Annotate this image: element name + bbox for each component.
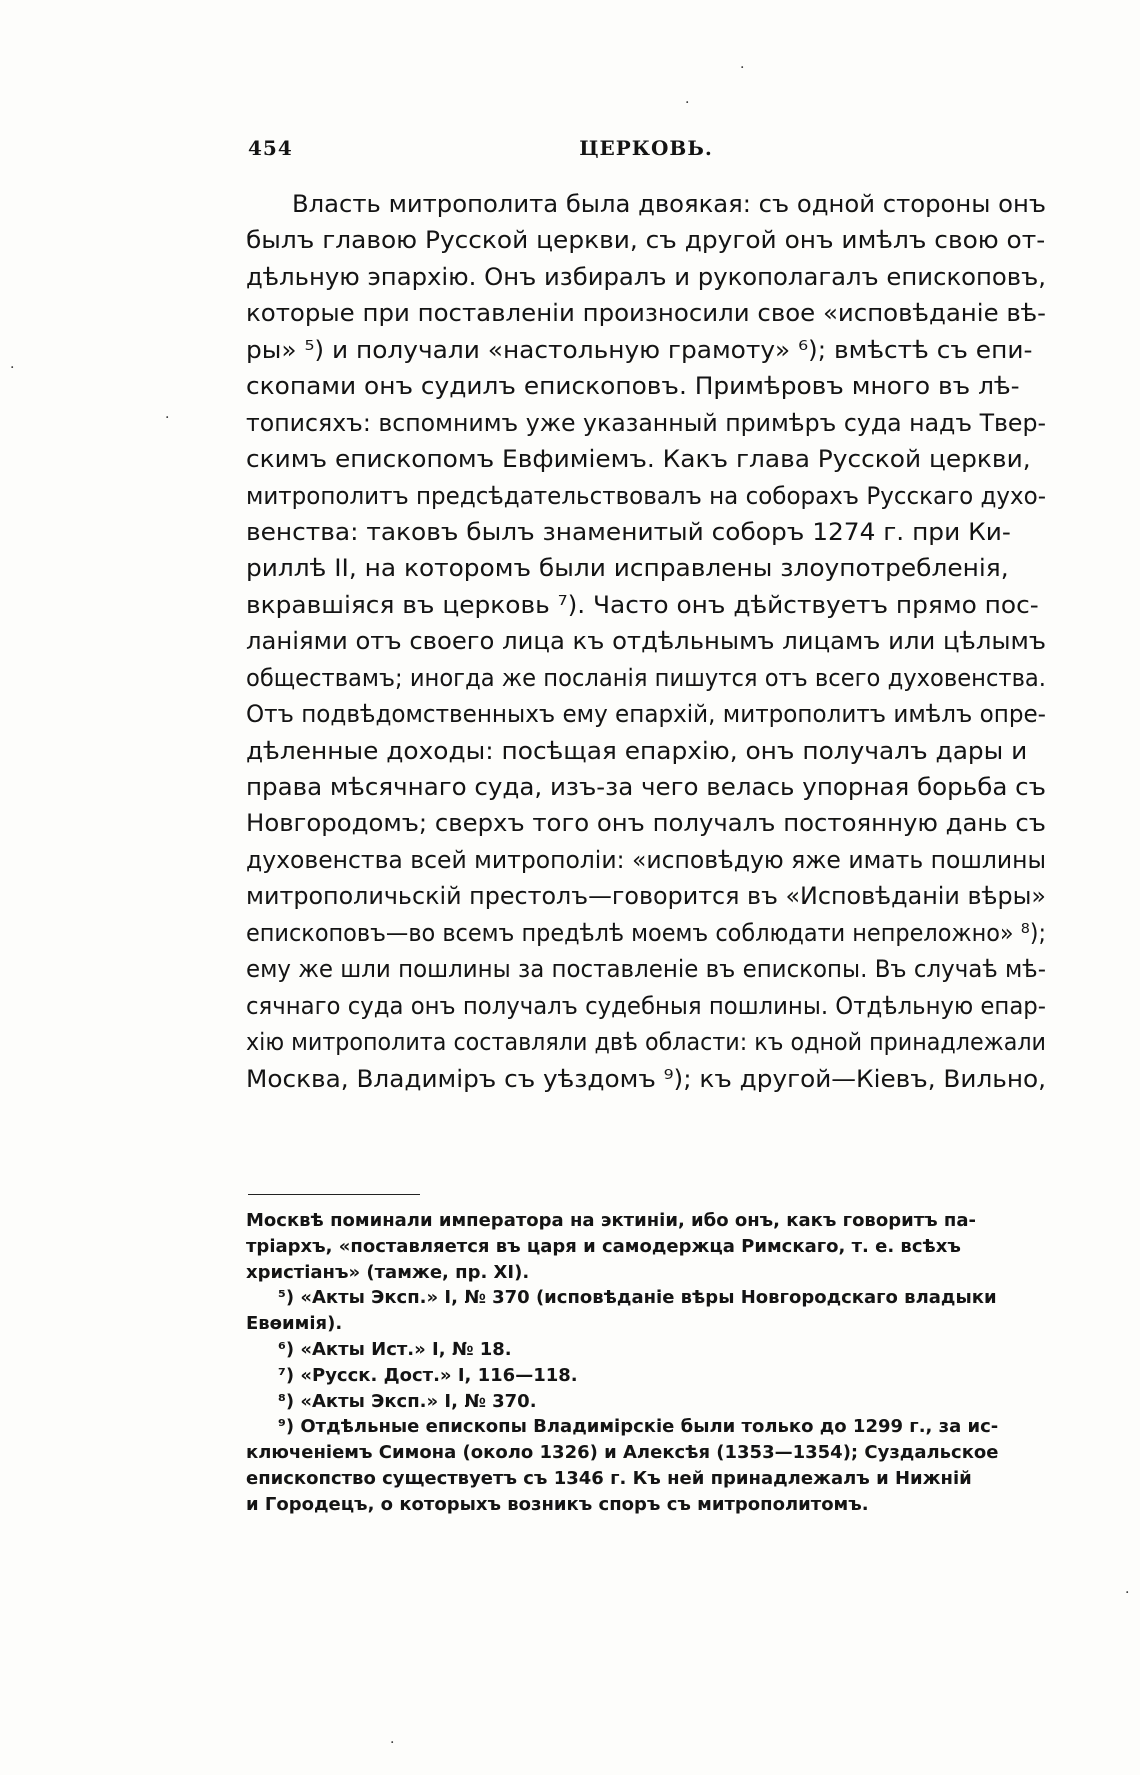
text-line: Отъ подвѣдомственныхъ ему епархій, митрополитъ имѣлъ опре- bbox=[246, 700, 1046, 729]
text-line: былъ главою Русской церкви, съ другой онъ имѣлъ свою от- bbox=[246, 226, 1046, 255]
text-line: риллѣ II, на которомъ были исправлены злоупотребленія, bbox=[246, 554, 1009, 583]
page-number: 454 bbox=[248, 136, 293, 160]
scan-speck: · bbox=[740, 60, 745, 76]
footnote-separator bbox=[248, 1194, 420, 1196]
text-line: права мѣсячнаго суда, изъ-за чего велась упорная борьба съ bbox=[246, 773, 1046, 801]
text-line: Новгородомъ; сверхъ того онъ получалъ постоянную дань съ bbox=[246, 809, 1046, 838]
text-line: которые при поставленіи произносили свое «исповѣданіе вѣ- bbox=[246, 299, 1046, 328]
scan-speck: · bbox=[685, 95, 690, 111]
text-line: Власть митрополита была двоякая: съ одной стороны онъ bbox=[292, 190, 1046, 218]
running-title: ЦЕРКОВЬ. bbox=[579, 136, 713, 160]
footnote-line: ⁶) «Акты Ист.» I, № 18. bbox=[278, 1338, 512, 1360]
text-line: скопами онъ судилъ епископовъ. Примѣровъ много въ лѣ- bbox=[246, 372, 1020, 401]
scan-speck: · bbox=[10, 360, 15, 376]
text-line: дѣльную эпархію. Онъ избиралъ и рукополагалъ епископовъ, bbox=[246, 262, 1046, 291]
text-line: вкравшіяся въ церковь ⁷). Часто онъ дѣйствуетъ прямо пос- bbox=[246, 590, 1039, 619]
text-line: Москва, Владиміръ съ уѣздомъ ⁹); къ другой—Кіевъ, Вильно, bbox=[246, 1064, 1046, 1093]
footnote-line: ⁹) Отдѣльные епископы Владимірскіе были только до 1299 г., за ис- bbox=[278, 1416, 999, 1438]
footnotes bbox=[246, 1208, 1046, 1518]
text-line: хію митрополита составляли двѣ области: къ одной принадлежали bbox=[246, 1028, 1046, 1057]
footnote-line: ключеніемъ Симона (около 1326) и Алексѣя (1353—1354); Суздальское bbox=[246, 1442, 999, 1464]
text-line: ланіями отъ своего лица къ отдѣльнымъ лицамъ или цѣлымъ bbox=[246, 627, 1046, 656]
footnote-line: Москвѣ поминали императора на эктиніи, ибо онъ, какъ говоритъ па- bbox=[246, 1210, 976, 1231]
text-line: тописяхъ: вспомнимъ уже указанный примѣръ суда надъ Твер- bbox=[246, 408, 1046, 437]
text-line: обществамъ; иногда же посланія пишутся отъ всего духовенства. bbox=[246, 663, 1046, 692]
text-line: скимъ епископомъ Евфиміемъ. Какъ глава Русской церкви, bbox=[246, 445, 1031, 474]
page-header bbox=[248, 136, 1044, 172]
footnote-line: ⁸) «Акты Эксп.» I, № 370. bbox=[278, 1390, 537, 1412]
scan-speck: · bbox=[165, 410, 170, 426]
footnote-line: ⁷) «Русск. Дост.» I, 116—118. bbox=[278, 1364, 578, 1386]
scan-speck: · bbox=[390, 1735, 395, 1751]
scan-speck: · bbox=[1125, 1585, 1130, 1601]
footnote-line: епископство существуетъ съ 1346 г. Къ ней принадлежалъ и Нижній bbox=[246, 1467, 972, 1489]
text-line: сячнаго суда онъ получалъ судебныя пошлины. Отдѣльную епар- bbox=[246, 991, 1046, 1020]
footnote-line: тріархъ, «поставляется въ царя и самодержца Римскаго, т. е. всѣхъ bbox=[246, 1235, 961, 1257]
text-line: митрополитъ предсѣдательствовалъ на соборахъ Русскаго духо- bbox=[246, 481, 1046, 510]
text-line: митрополичьскій престолъ—говорится въ «Исповѣданіи вѣры» bbox=[246, 882, 1046, 911]
footnote-line: ⁵) «Акты Эксп.» I, № 370 (исповѣданіе вѣры Новгородскаго владыки bbox=[278, 1287, 997, 1309]
text-line: ему же шли пошлины за поставленіе въ епископы. Въ случаѣ мѣ- bbox=[246, 955, 1046, 984]
footnote-line: и Городецъ, о которыхъ возникъ споръ съ митрополитомъ. bbox=[246, 1493, 869, 1515]
main-text bbox=[246, 186, 1046, 1097]
text-line: епископовъ—во всемъ предѣлѣ моемъ соблюдати непреложно» ⁸); bbox=[246, 918, 1046, 947]
footnote-line: Евѳимія). bbox=[246, 1313, 343, 1335]
text-line: ры» ⁵) и получали «настольную грамоту» ⁶); вмѣстѣ съ епи- bbox=[246, 335, 1033, 364]
text-line: дѣленные доходы: посѣщая епархію, онъ получалъ дары и bbox=[246, 736, 1028, 765]
text-line: духовенства всей митрополіи: «исповѣдую яже имать пошлины bbox=[246, 845, 1046, 874]
footnote-line: христіанъ» (тамже, пр. XI). bbox=[246, 1261, 530, 1283]
text-line: венства: таковъ былъ знаменитый соборъ 1274 г. при Ки- bbox=[246, 517, 1011, 546]
